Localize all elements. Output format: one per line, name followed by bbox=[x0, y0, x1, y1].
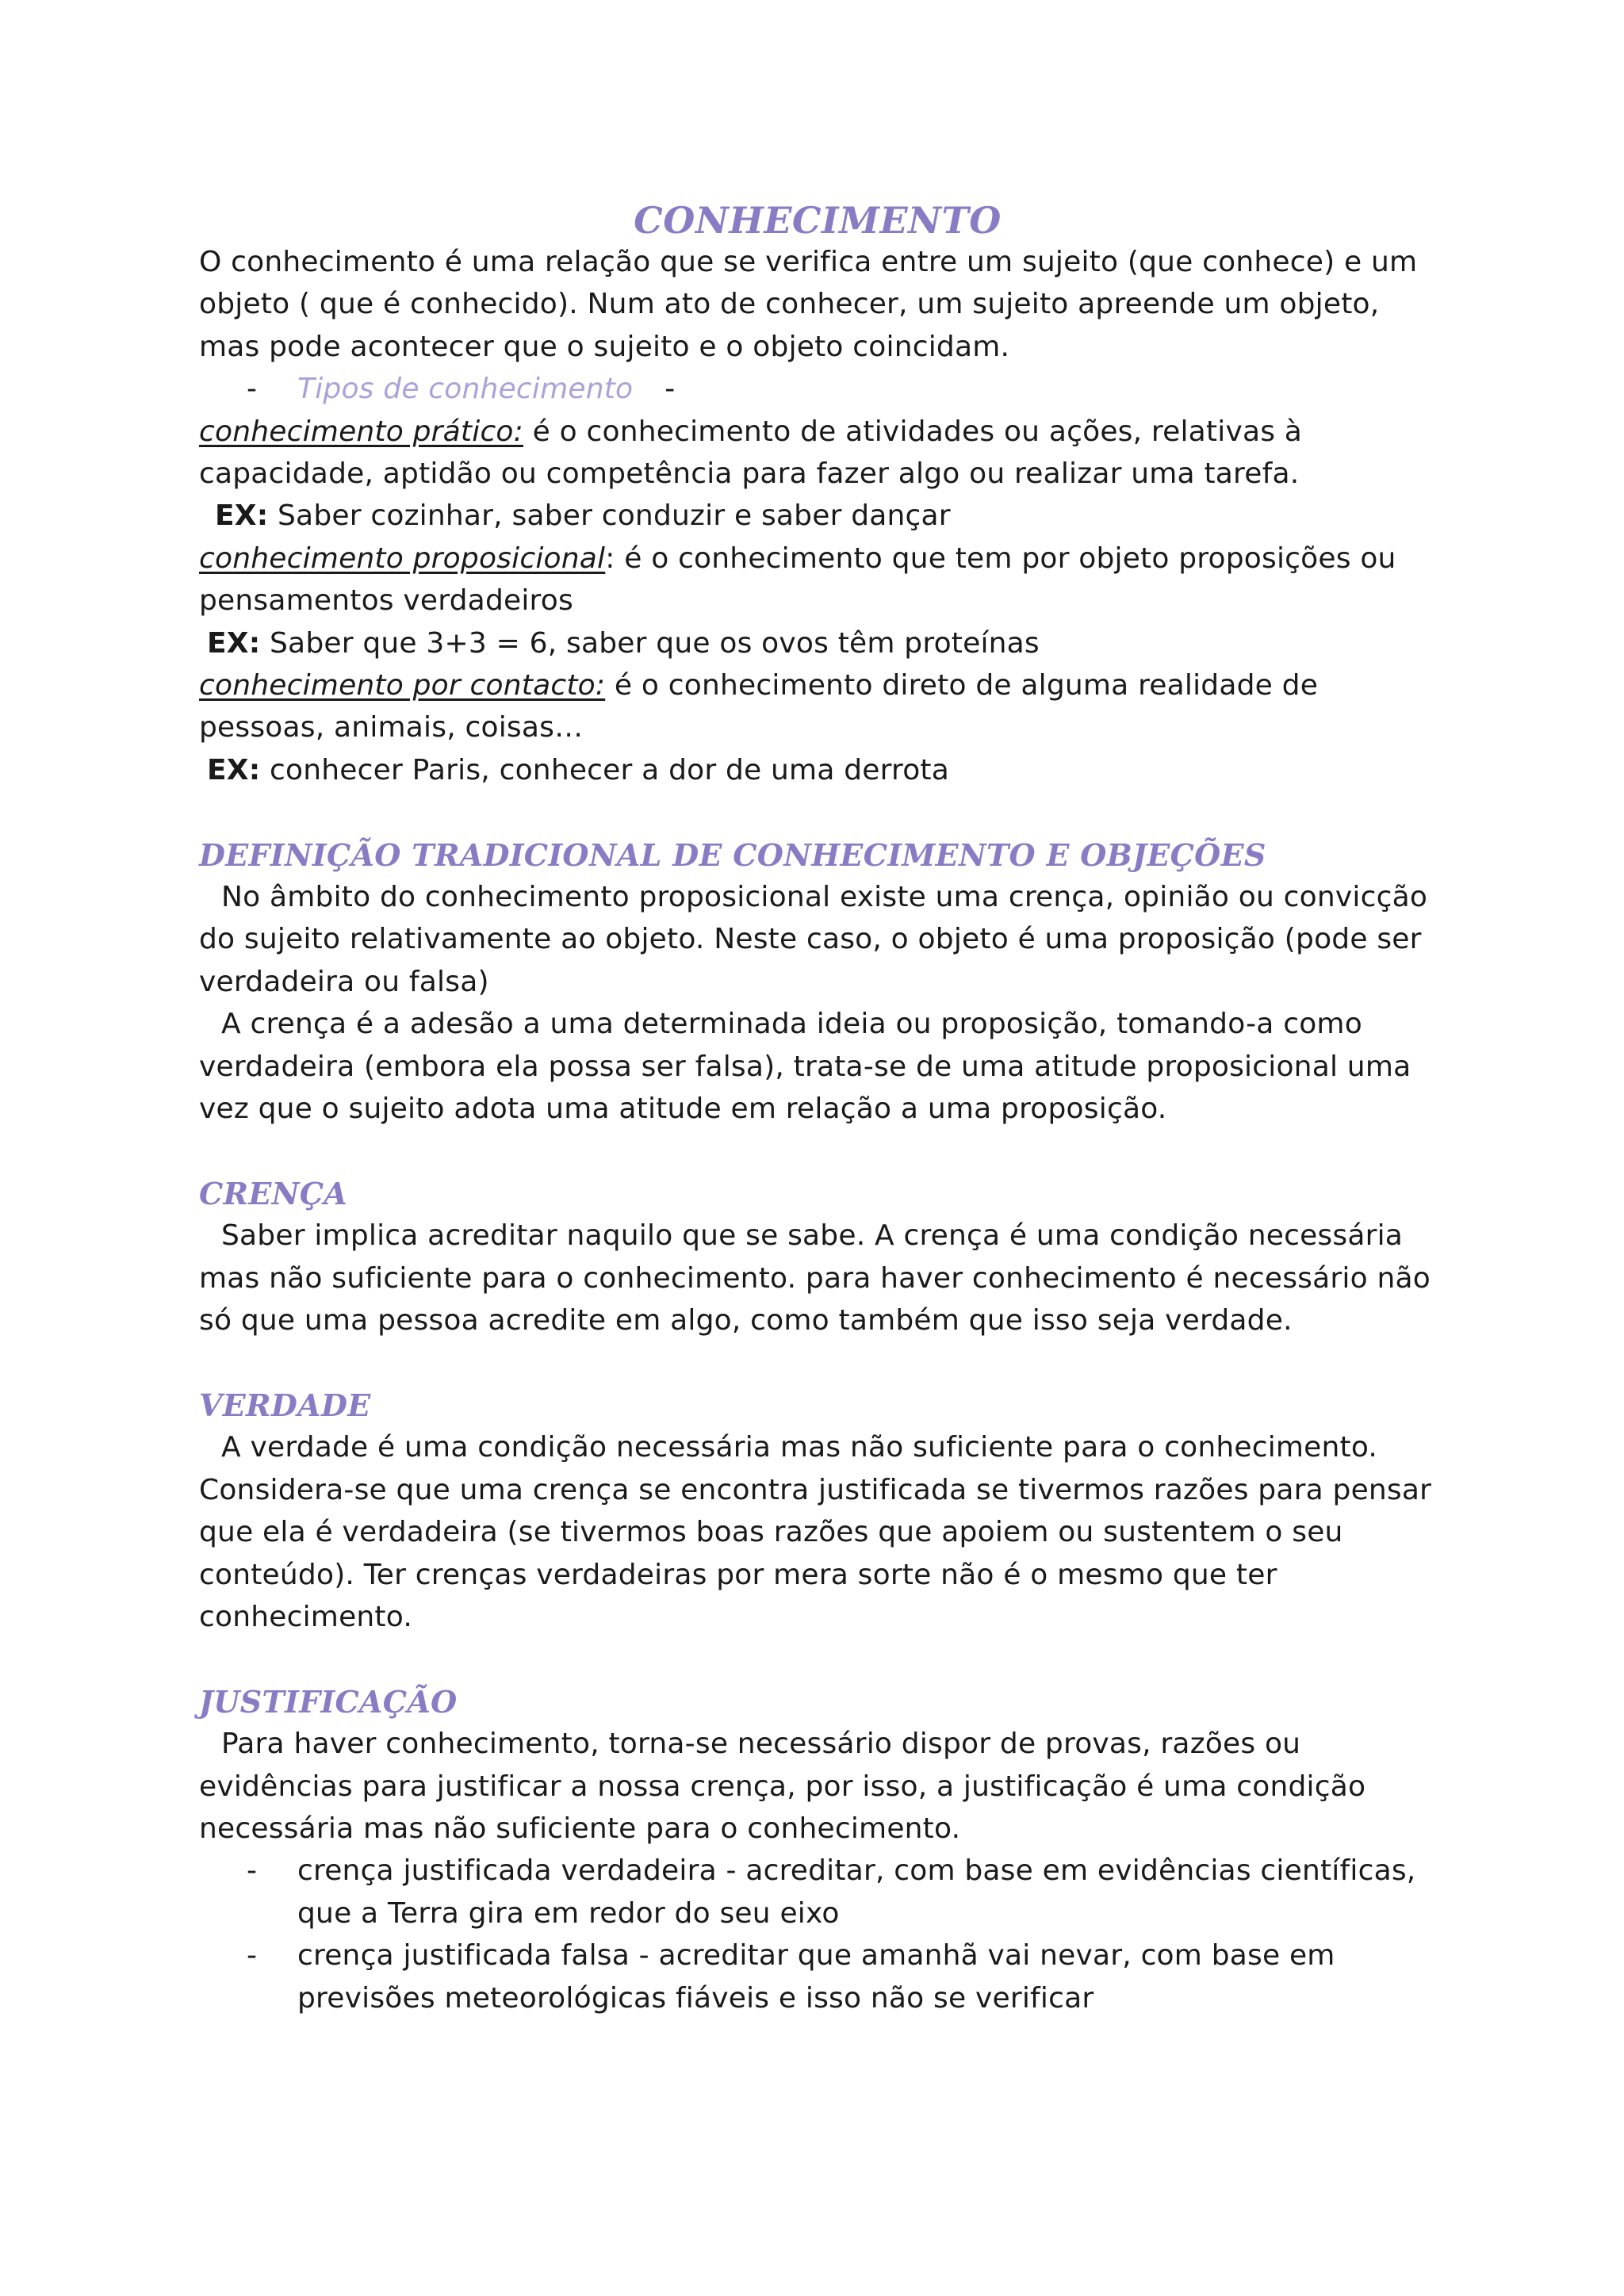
type-definition bbox=[199, 538, 1436, 622]
list-item-text: crença justificada falsa - acreditar que amanhã vai nevar, com base em previsões meteorológicas fiáveis e isso não se verificar bbox=[297, 1939, 1335, 2015]
type-definition-text: é o conhecimento de atividades ou ações, relativas à capacidade, aptidão ou competência para fazer algo ou realizar uma tarefa. bbox=[199, 415, 1303, 491]
example-label: EX: bbox=[207, 626, 261, 660]
type-term: conhecimento prático: bbox=[199, 415, 523, 448]
section-heading: CRENÇA bbox=[199, 1175, 348, 1211]
section-paragraph: No âmbito do conhecimento proposicional existe uma crença, opinião ou convicção do sujeito relativamente ao objeto. Neste caso, o objeto é uma proposição (pode ser verdadeira ou falsa) bbox=[199, 881, 1428, 998]
list-dash: - bbox=[665, 373, 676, 406]
type-term: conhecimento por contacto: bbox=[199, 669, 606, 702]
example-label: EX: bbox=[215, 499, 269, 533]
section-heading: DEFINIÇÃO TRADICIONAL DE CONHECIMENTO E OBJEÇÕES bbox=[199, 836, 1266, 873]
document-body bbox=[199, 189, 1436, 2019]
example-text: Saber que 3+3 = 6, saber que os ovos têm proteínas bbox=[260, 626, 1040, 660]
section-paragraph: A verdade é uma condição necessária mas não suficiente para o conhecimento. Considera-se que uma crença se encontra justificada se tivermos razões para pensar que ela é verdadeira (se tivermos boas razões que apoiem ou sustentem o seu conteúdo). Ter crenças verdadeiras por mera sorte não é o mesmo que ter conhecimento. bbox=[199, 1431, 1432, 1633]
list-item-text: crença justificada verdadeira - acreditar, com base em evidências científicas, que a Terra gira em redor do seu eixo bbox=[297, 1854, 1416, 1930]
list-dash: - bbox=[247, 1854, 258, 1888]
example-text: conhecer Paris, conhecer a dor de uma derrota bbox=[260, 753, 950, 786]
section-heading: JUSTIFICAÇÃO bbox=[199, 1683, 458, 1720]
intro-paragraph: O conhecimento é uma relação que se verifica entre um sujeito (que conhece) e um objeto ( que é conhecido). Num ato de conhecer, um sujeito apreende um objeto, mas pode acontecer que o sujeito e o objeto coincidam. bbox=[199, 246, 1418, 363]
section-heading: VERDADE bbox=[199, 1387, 371, 1423]
tipos-label: Tipos de conhecimento bbox=[297, 373, 634, 406]
list-dash: - bbox=[247, 373, 258, 406]
example-label: EX: bbox=[207, 753, 261, 786]
tipos-line bbox=[199, 368, 1436, 410]
document-title: CONHECIMENTO bbox=[634, 199, 1002, 242]
type-definition bbox=[199, 411, 1436, 496]
list-dash: - bbox=[247, 1939, 258, 1973]
type-definition-text: é o conhecimento direto de alguma realidade de pessoas, animais, coisas… bbox=[199, 669, 1319, 744]
type-example bbox=[199, 749, 1436, 791]
list-item bbox=[199, 1850, 1436, 1934]
section-paragraph: Saber implica acreditar naquilo que se sabe. A crença é uma condição necessária mas não suficiente para o conhecimento. para haver conhecimento é necessário não só que uma pessoa acredite em algo, como também que isso seja verdade. bbox=[199, 1219, 1431, 1337]
type-example bbox=[199, 622, 1436, 664]
list-item bbox=[199, 1934, 1436, 2019]
section-paragraph: Para haver conhecimento, torna-se necessário dispor de provas, razões ou evidências para justificar a nossa crença, por isso, a justificação é uma condição necessária mas não suficiente para o conhecimento. bbox=[199, 1728, 1366, 1845]
type-definition bbox=[199, 664, 1436, 749]
example-text: Saber cozinhar, saber conduzir e saber dançar bbox=[268, 499, 951, 533]
type-example bbox=[199, 495, 1436, 537]
type-term: conhecimento proposicional bbox=[199, 541, 606, 575]
section-paragraph: A crença é a adesão a uma determinada ideia ou proposição, tomando-a como verdadeira (embora ela possa ser falsa), trata-se de uma atitude proposicional uma vez que o sujeito adota uma atitude em relação a uma proposição. bbox=[199, 1008, 1411, 1126]
type-definition-text: : é o conhecimento que tem por objeto proposições ou pensamentos verdadeiros bbox=[199, 541, 1396, 618]
